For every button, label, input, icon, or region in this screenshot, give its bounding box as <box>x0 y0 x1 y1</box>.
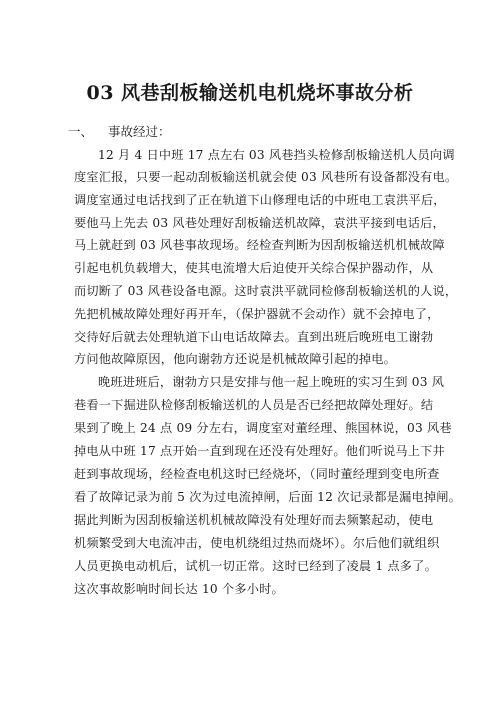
paragraph-line: 方问他故障原因，他向谢勃方还说是机械故障引起的掉电。 <box>74 352 397 366</box>
paragraph-line: 先把机械故障处理好再开车，（保护器就不会动作）就不会掉电了， <box>74 307 440 321</box>
paragraph-line: 据此判断为因刮板输送机机械故障没有处理好而去频繁起动，使电 <box>74 513 434 527</box>
paragraph-line: 赶到事故现场，经检查电机这时已经烧坏，（同时董经理到变电所查 <box>74 467 440 481</box>
paragraph-line: 12 月 4 日中班 17 点左右 03 风巷挡头检修刮板输送机人员向调 <box>98 148 455 162</box>
paragraph-line: 晚班进班后，谢勃方只是安排与他一起上晚班的实习生到 03 风 <box>98 375 445 389</box>
paragraph-line: 度室汇报，只要一起动刮板输送机就会使 03 风巷所有设备都没有电。 <box>74 170 458 184</box>
paragraph-line: 这次事故影响时间长达 10 个多小时。 <box>74 582 284 596</box>
paragraph-line: 看了故障记录为前 5 次为过电流掉闸，后面 12 次记录都是漏电掉闸。 <box>74 490 462 504</box>
paragraph-line: 调度室通过电话找到了正在轨道下山修理电话的中班电工袁洪平后， <box>74 193 446 207</box>
paragraph-line: 人员更换电动机后，试机一切正常。这时已经到了凌晨 1 点多了。 <box>74 559 437 573</box>
paragraph-line: 交待好后就去处理轨道下山电话故障去。直到出班后晚班电工谢勃 <box>74 330 434 344</box>
section-heading <box>68 122 171 140</box>
paragraph-line: 而切断了 03 风巷设备电源。这时袁洪平就同检修刮板输送机的人说， <box>74 284 458 298</box>
paragraph-line: 要他马上先去 03 风巷处理好刮板输送机故障，袁洪平接到电话后， <box>74 216 445 230</box>
document-title: 03 风巷刮板输送机电机烧坏事故分析 <box>86 82 414 104</box>
paragraph-line: 机频繁受到大电流冲击，使电机绕组过热而烧坏）。尔后他们就组织 <box>74 536 440 550</box>
section-number: 一、 <box>68 124 94 139</box>
paragraph-line: 果到了晚上 24 点 09 分左右，调度室对董经理、熊国林说，03 风巷 <box>74 421 452 435</box>
paragraph-line: 马上就赶到 03 风巷事故现场。经检查判断为因刮板输送机机械故障 <box>74 238 445 252</box>
paragraph-line: 引起电机负载增大，使其电流增大后迫使开关综合保护器动作，从 <box>74 261 434 275</box>
paragraph-line: 掉电从中班 17 点开始一直到现在还没有处理好。他们听说马上下井 <box>74 444 445 458</box>
section-title: 事故经过： <box>108 124 171 139</box>
paragraph-line: 巷看一下掘进队检修刮板输送机的人员是否已经把故障处理好。结 <box>74 398 434 412</box>
